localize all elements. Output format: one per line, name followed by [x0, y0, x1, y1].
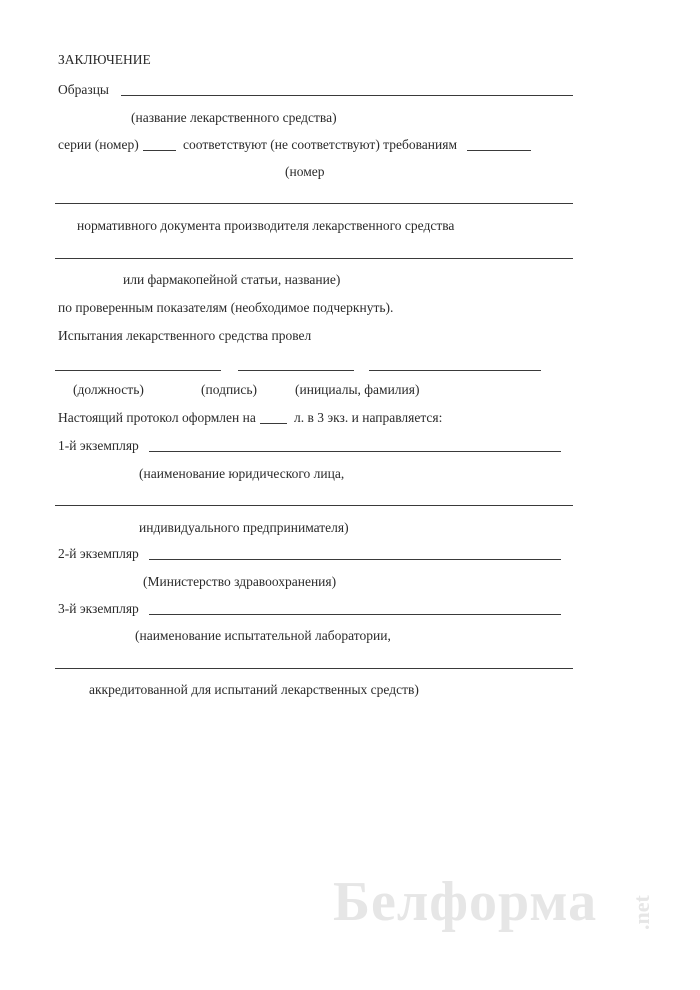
- number-hint: (номер: [285, 164, 325, 179]
- position-fill-line: [55, 370, 221, 371]
- document-title: ЗАКЛЮЧЕНИЕ: [58, 52, 151, 67]
- accredited-hint: аккредитованной для испытаний лекарственных средств): [89, 682, 419, 697]
- watermark-logo: Белформа: [333, 871, 598, 933]
- copy1-fill-line: [149, 451, 561, 452]
- normative-fill-line: [55, 203, 573, 204]
- initials-hint: (инициалы, фамилия): [295, 382, 420, 397]
- samples-fill-line: [121, 95, 573, 96]
- entrepreneur-hint: индивидуального предпринимателя): [139, 520, 349, 535]
- initials-fill-line: [369, 370, 541, 371]
- copy1-continuation-line: [55, 505, 573, 506]
- sheets-fill-line: [260, 423, 287, 424]
- series-fill-line: [143, 150, 176, 151]
- watermark-suffix: .net: [629, 895, 654, 930]
- checked-indicators-text: по проверенным показателям (необходимое подчеркнуть).: [58, 300, 394, 315]
- drug-name-hint: (название лекарственного средства): [131, 110, 337, 125]
- protocol-text-part2: л. в 3 экз. и направляется:: [294, 410, 443, 425]
- copy2-label: 2-й экземпляр: [58, 546, 139, 561]
- signature-hint: (подпись): [201, 382, 258, 397]
- ministry-hint: (Министерство здравоохранения): [143, 574, 337, 589]
- copy3-continuation-line: [55, 668, 573, 669]
- copy1-label: 1-й экземпляр: [58, 438, 139, 453]
- copy3-fill-line: [149, 614, 561, 615]
- signature-fill-line: [238, 370, 354, 371]
- series-label: серии (номер): [58, 137, 139, 152]
- tested-by-label: Испытания лекарственного средства провел: [58, 328, 312, 343]
- pharmacopoeia-hint: или фармакопейной статьи, название): [123, 272, 341, 287]
- normative-doc-hint: нормативного документа производителя лекарственного средства: [77, 218, 455, 233]
- position-hint: (должность): [73, 382, 144, 397]
- samples-label: Образцы: [58, 82, 109, 97]
- copy2-fill-line: [149, 559, 561, 560]
- protocol-text-part1: Настоящий протокол оформлен на: [58, 410, 256, 425]
- copy3-label: 3-й экземпляр: [58, 601, 139, 616]
- pharmacopoeia-fill-line: [55, 258, 573, 259]
- legal-entity-hint: (наименование юридического лица,: [139, 466, 345, 481]
- requirements-fill-line: [467, 150, 531, 151]
- lab-hint: (наименование испытательной лаборатории,: [135, 628, 391, 643]
- complies-text: соответствуют (не соответствуют) требованиям: [183, 137, 458, 152]
